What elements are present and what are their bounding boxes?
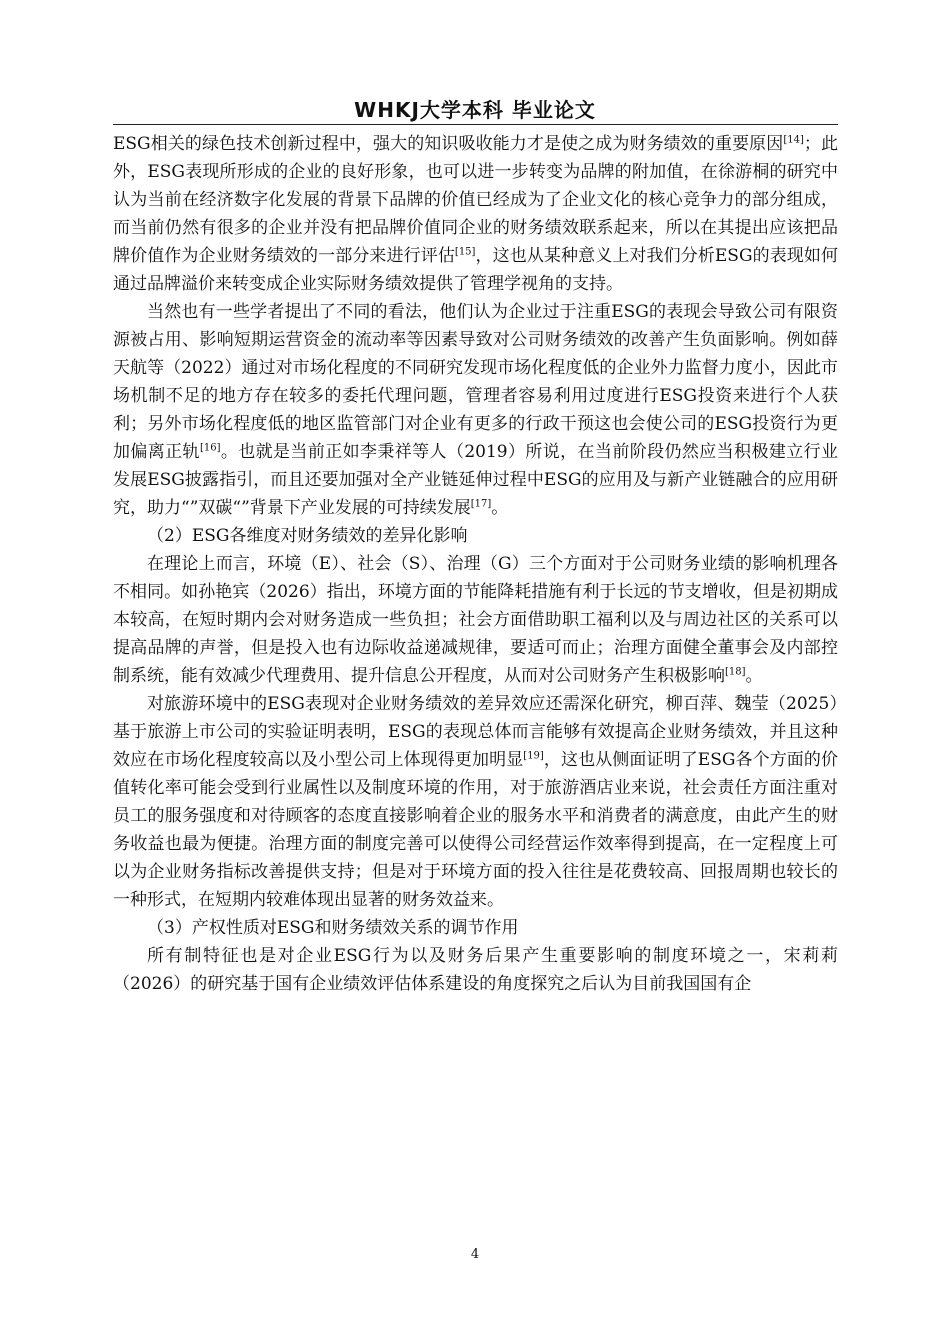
- body-text: [113, 130, 838, 998]
- paragraph-text: ，这也从某种意义上对我们分析ESG的表现如何通过品牌溢价来转变成企业实际财务绩效提供了管理学视角的支持。: [113, 246, 839, 294]
- header-rule: [113, 124, 838, 125]
- section-heading-3: （3）产权性质对ESG和财务绩效关系的调节作用: [147, 918, 519, 938]
- paragraph-text: ESG相关的绿色技术创新过程中，强大的知识吸收能力才是使之成为财务绩效的重要原因: [113, 134, 784, 154]
- paragraph-text: ；此外，ESG表现所形成的企业的良好形象，也可以进一步转变为品牌的附加值，在徐游桐的研究中认为当前在经济数字化发展的背景下品牌的价值已经成为了企业文化的核心竞争力的部分组成，而当前仍然有很多的企业并没有把品牌价值同企业的财务绩效联系起来，所以在其提出应该把品牌价值作为企业财务绩效的一部分来进行评估: [113, 134, 839, 266]
- paragraph-3: [113, 550, 838, 690]
- paragraph-text: 。: [745, 666, 763, 686]
- paragraph-text: 当然也有一些学者提出了不同的看法，他们认为企业过于注重ESG的表现会导致公司有限资源被占用、影响短期运营资金的流动率等因素导致对公司财务绩效的改善产生负面影响。例如薛天航等（2022）通过对市场化程度的不同研究发现市场化程度低的企业外力监督力度小，因此市场机制不足的地方存在较多的委托代理问题，管理者容易利用过度进行ESG投资来进行个人获利；另外市场化程度低的地区监管部门对企业有更多的行政干预这也会使公司的ESG投资行为更加偏离正轨: [113, 302, 838, 462]
- citation-ref: [14]: [783, 134, 804, 146]
- page-header-title: WHKJ大学本科 毕业论文: [354, 98, 596, 122]
- citation-ref: [17]: [470, 498, 492, 510]
- citation-ref: [15]: [454, 246, 476, 258]
- paragraph-text: 在理论上而言，环境（E）、社会（S）、治理（G）三个方面对于公司财务业绩的影响机理各不相同。如孙艳宾（2026）指出，环境方面的节能降耗措施有利于长远的节支增收，但是初期成本较高，在短时期内会对财务造成一些负担；社会方面借助职工福利以及与周边社区的关系可以提高品牌的声誉，但是投入也有边际收益递减规律，要适可而止；治理方面健全董事会及内部控制系统，能有效减少代理费用、提升信息公开程度，从而对公司财务产生积极影响: [113, 554, 838, 686]
- paragraph-text: 。也就是当前正如李秉祥等人（2019）所说，在当前阶段仍然应当积极建立行业发展ESG披露指引，而且还要加强对全产业链延伸过程中ESG的应用及与新产业链融合的应用研究，助力“”双碳“”背景下产业发展的可持续发展: [113, 442, 839, 518]
- page-number: 4: [470, 1247, 480, 1262]
- section-heading-2: （2）ESG各维度对财务绩效的差异化影响: [147, 526, 468, 546]
- paragraph-1: [113, 130, 838, 298]
- paragraph-text: 对旅游环境中的ESG表现对企业财务绩效的差异效应还需深化研究，柳百萍、魏莹（2025）基于旅游上市公司的实验证明表明，ESG的表现总体而言能够有效提高企业财务绩效，并且这种效应在市场化程度较高以及小型公司上体现得更加明显: [113, 694, 838, 770]
- citation-ref: [16]: [199, 442, 221, 454]
- paragraph-text: ，这也从侧面证明了ESG各个方面的价值转化率可能会受到行业属性以及制度环境的作用，对于旅游酒店业来说，社会责任方面注重对员工的服务强度和对待顾客的态度直接影响着企业的服务水平和消费者的满意度，由此产生的财务收益也最为便捷。治理方面的制度完善可以使得公司经营运作效率得到提高，在一定程度上可以为企业财务指标改善提供支持；但是对于环境方面的投入往往是花费较高、回报周期也较长的一种形式，在短期内较难体现出显著的财务效益来。: [113, 750, 838, 910]
- citation-ref: [18]: [725, 666, 746, 678]
- citation-ref: [19]: [523, 750, 544, 762]
- paragraph-5: 所有制特征也是对企业ESG行为以及财务后果产生重要影响的制度环境之一，宋莉莉（2026）的研究基于国有企业绩效评估体系建设的角度探究之后认为目前我国国有企: [113, 946, 838, 994]
- paragraph-2: [113, 298, 838, 522]
- paragraph-text: 。: [491, 498, 509, 518]
- paragraph-4: [113, 690, 838, 914]
